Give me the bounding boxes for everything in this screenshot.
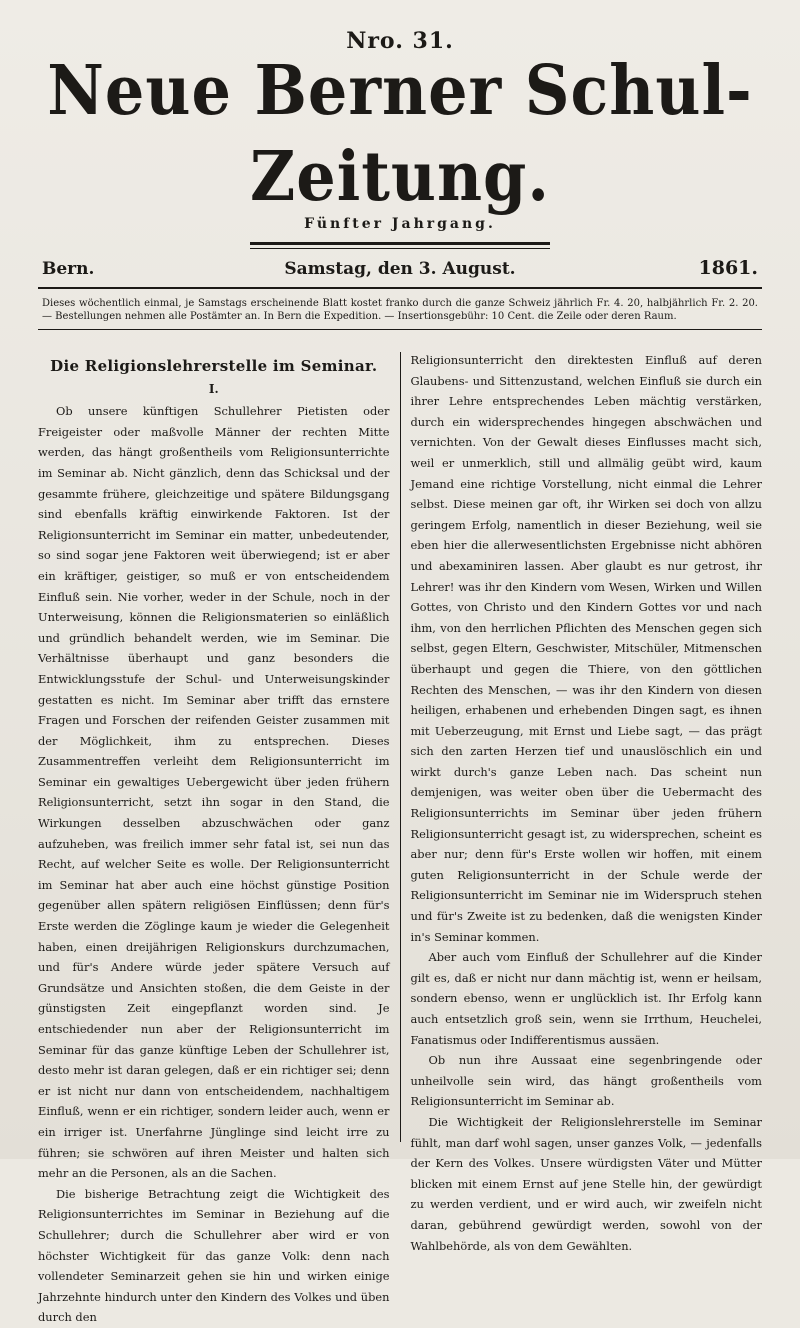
paragraph: Die Wichtigkeit der Religionslehrerstelle im Seminar fühlt, man darf wohl sagen, unser ganzes Volk, — jedenfalls der Kern des Volkes. Unsere würdigsten Väter und Mütter blicken mit einem Ernst auf jene Stelle hin, der gewürdigt zu werden verdient, und er wird auch, wir zweifeln nicht daran, gebührend gewürdigt werden, sowohl von der Wahlbehörde, als von dem Gewählten. (410, 1114, 762, 1253)
paragraph: Ob nun ihre Aussaat eine segenbringende oder unheilvolle sein wird, das hängt großentheils vom Religionsunterricht im Seminar ab. (410, 1053, 762, 1109)
paragraph: Ob unsere künftigen Schullehrer Pietisten oder Freigeister oder maßvolle Männer der rechten Mitte werden, das hängt großentheils vom Religionsunterrichte im Seminar ab. Nicht gänzlich, denn das Schicksal und der gesammte frühere, gleichzeitige und spätere Bildungsgang sind ebenfalls kräftig einwirkende Faktoren. Ist der Religionsunterricht im Seminar ein matter, unbedeutender, so sind sogar jene Faktoren weit überwiegend; ist er aber ein kräftiger, geistiger, so muß er von entscheidendem Einfluß sein. Nie vorher, weder in der Schule, noch in der Unterweisung, können die Religionsmaterien so einläßlich und gründlich behandelt werden, wie im Seminar. Die Verhältnisse überhaupt und ganz besonders die Entwicklungsstufe der Schul- und Unterweisungskinder gestatten es nicht. Im Seminar aber trifft das ernstere Fragen und Forschen der reifenden Geister zusammen mit der Möglichkeit, ihm zu entsprechen. Dieses Zusammentreffen verleiht dem Religionsunterricht im Seminar ein gewaltiges Uebergewicht über jeden frühern Religionsunterricht, setzt ihn sogar in den Stand, die Wirkungen desselben abzuschwächen oder ganz aufzuheben, was freilich immer sehr fatal ist, sei nun das Recht, auf welcher Seite es wolle. Der Religionsunterricht im Seminar hat aber auch eine höchst günstige Position gegenüber allen spätern religiösen Einflüssen; denn für's Erste werden die Zöglinge kaum je wieder die Gelegenheit haben, einen dreijährigen Religionskurs durchzumachen, und für's Andere würde jeder spätere Versuch auf Grundsätze und Ansichten stoßen, die dem Geiste in der günstigsten Zeit eingepflanzt worden sind. Je entschiedender nun aber der Religionsunterricht im Seminar für das ganze künftige Leben der Schullehrer ist, desto mehr ist daran gelegen, daß er ein richtiger sei; denn er ist nicht nur dann von entscheidendem, nachhaltigem Einfluß, wenn er ein richtiger, sondern leider auch, wenn er ein irriger ist. Unerfahrne Jünglinge sind leicht irre zu führen; sie schwören auf ihren Meister und halten sich mehr an die Personen, als an die Sachen. (38, 404, 390, 1181)
place: Bern. (42, 259, 95, 279)
newspaper-title: Neue Berner Schul-Zeitung. (47, 50, 753, 217)
right-column (401, 350, 763, 1328)
header-rule (38, 287, 762, 289)
article-columns (38, 350, 762, 1328)
notice-rule (38, 329, 762, 330)
left-column (38, 350, 400, 1328)
issue-number: Nro. 31. (346, 28, 454, 54)
issue-year: 1861. (698, 257, 758, 279)
subscription-notice: Dieses wöchentlich einmal, je Samstags erscheinende Blatt kostet franko durch die ganze Schweiz jährlich Fr. 4. 20, halbjährlich Fr. 2. 20. — Bestellungen nehmen alle Postämter an. In Bern die Expedition. — Insertionsgebühr: 10 Cent. die Zeile oder deren Raum. (42, 298, 758, 322)
issue-date: Samstag, den 3. August. (284, 259, 516, 279)
section-number: I. (208, 381, 219, 396)
volume-line: Fünfter Jahrgang. (304, 216, 496, 232)
paragraph: Religionsunterricht den direktesten Einfluß auf deren Glaubens- und Sittenzustand, welchen Einfluß sie durch ein ihrer Lehre entsprechendes Leben mächtig verstärken, durch ein widersprechendes hingegen abschwächen und vernichten. Von der Gewalt dieses Einflusses macht sich, weil er unmerklich, still und allmälig geübt wird, kaum Jemand eine richtige Vorstellung, nicht einmal die Lehrer selbst. Diese meinen gar oft, ihr Wirken sei doch von allzu geringem Erfolg, namentlich in dieser Beziehung, weil sie eben hier die allerwesentlichsten Ergebnisse nicht abhören und abexaminiren lassen. Aber glaubt es nur getrost, ihr Lehrer! was ihr den Kindern vom Wesen, Wirken und Willen Gottes, von Christo und den Kindern Gottes vor und nach ihm, von den herrlichen Pflichten des Menschen gegen sich selbst, gegen Eltern, Geschwister, Mitschüler, Mitmenschen überhaupt und gegen die Thiere, von den göttlichen Rechten des Menschen, — was ihr den Kindern von diesen heiligen, erhabenen und erhebenden Dingen sagt, es ihnen mit Ueberzeugung, mit Ernst und Liebe sagt, — das prägt sich den zarten Herzen tief und unauslöschlich ein und wirkt durch's ganze Leben nach. Das scheint nun demjenigen, was weiter oben über die Uebermacht des Religionsunterrichts im Seminar über jeden frühern Religionsunterricht gesagt ist, zu widersprechen, scheint es aber nur; denn für's Erste wollen wir hoffen, mit einem guten Religionsunterricht in der Schule werde der Religionsunterricht im Seminar nie im Widerspruch stehen und für's Zweite ist zu bedenken, daß die wenigsten Kinder in's Seminar kommen. (410, 353, 762, 944)
article-title: Die Religionslehrerstelle im Seminar. (50, 357, 378, 375)
title-divider (250, 242, 550, 249)
paragraph: Die bisherige Betrachtung zeigt die Wichtigkeit des Religionsunterrichtes im Seminar in Beziehung auf die Schullehrer; durch die Schullehrer aber wird er von höchster Wichtigkeit für das ganze Volk: denn nach vollendeter Seminarzeit gehen sie hin und wirken einige Jahrzehnte hindurch unter den Kindern des Volkes und üben durch den (38, 1186, 390, 1325)
dateline (38, 257, 762, 279)
paragraph: Aber auch vom Einfluß der Schullehrer auf die Kinder gilt es, daß er nicht nur dann mächtig ist, wenn er heilsam, sondern ebenso, wenn er unglücklich ist. Ihr Erfolg kann auch entsetzlich groß sein, wenn sie Irrthum, Heuchelei, Fanatismus oder Indifferentismus aussäen. (410, 950, 762, 1047)
